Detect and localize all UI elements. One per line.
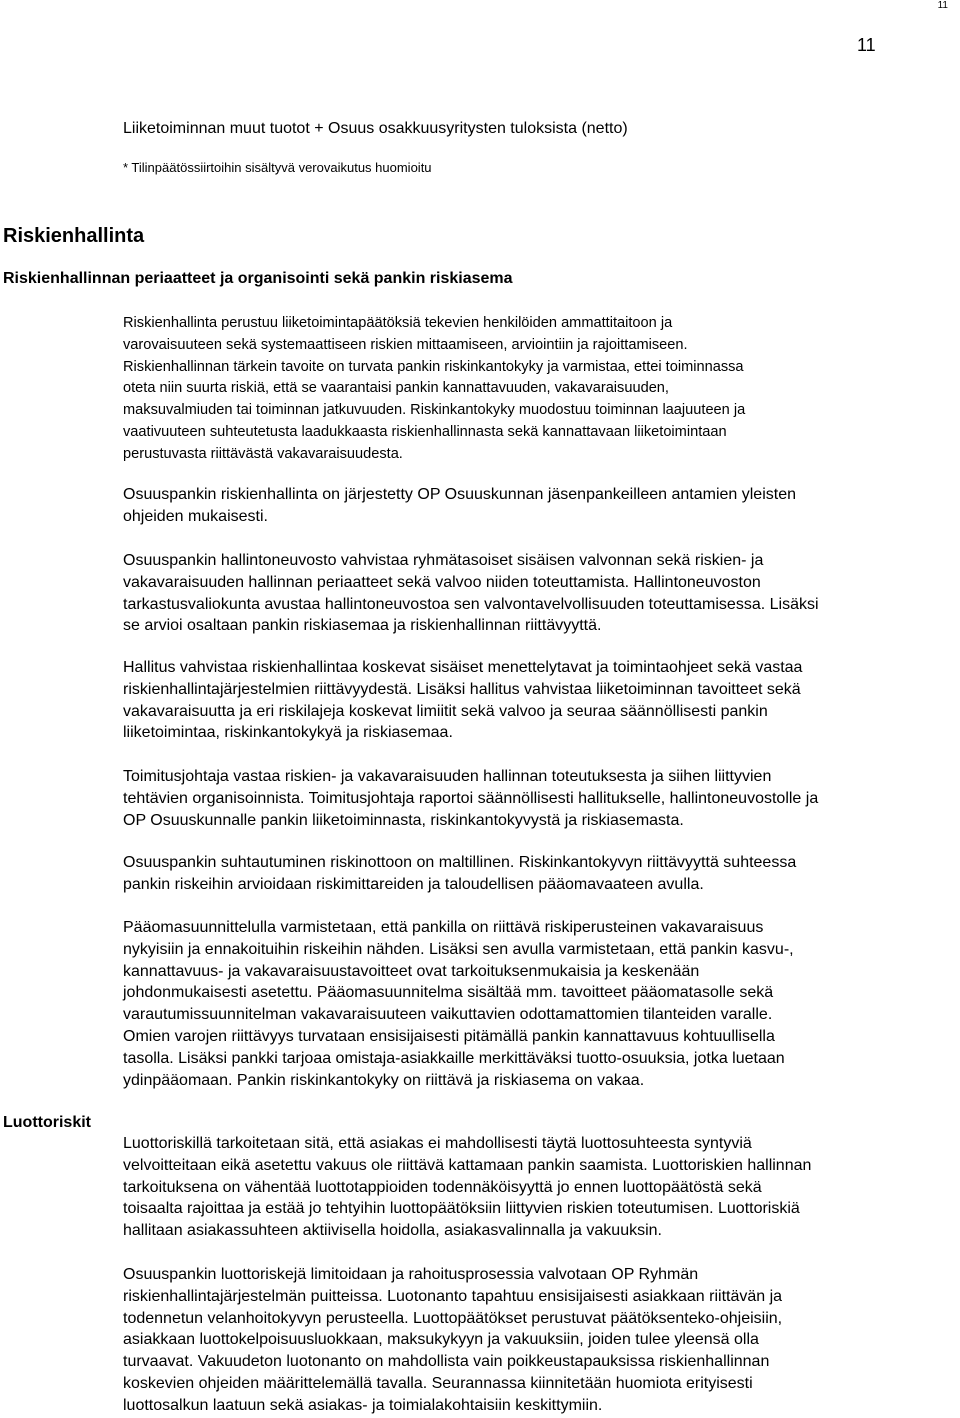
paragraph bbox=[123, 484, 796, 528]
corner-page-number: 11 bbox=[937, 0, 948, 11]
paragraph bbox=[123, 550, 819, 637]
paragraph-line: Omien varojen riittävyys turvataan ensisijaisesti pitämällä pankin kannattavuus kohtuullisella bbox=[123, 1027, 775, 1045]
paragraph bbox=[123, 1264, 782, 1417]
paragraph-line: Hallitus vahvistaa riskienhallintaa koskevat sisäiset menettelytavat ja toimintaohjeet sekä vastaa bbox=[123, 659, 803, 676]
paragraph-line: vakavaraisuuden hallinnan periaatteet sekä valvoo niiden toteuttamista. Hallintoneuvoston bbox=[123, 573, 761, 591]
paragraph bbox=[123, 766, 818, 831]
page-number: 11 bbox=[857, 35, 876, 55]
paragraph bbox=[123, 1133, 811, 1242]
paragraph-line: koskevien ohjeiden määrittelemällä tavalla. Seurannassa kiinnitetään huomiota erityisesti bbox=[123, 1374, 753, 1392]
paragraph-line: Osuuspankin hallintoneuvosto vahvistaa ryhmätasoiset sisäisen valvonnan sekä riskien- ja bbox=[123, 552, 764, 569]
paragraph-line: johdonmukaisesti asetettu. Pääomasuunnitelma sisältää mm. tavoitteet pääomatasolle sekä bbox=[123, 984, 774, 1002]
paragraph-line: oteta niin suurta riskiä, että se vaarantaisi pankin kannattavuuden, vakavaraisuuden, bbox=[123, 380, 669, 397]
paragraph-line: maksuvalmiuden tai toiminnan jatkuvuuden. Riskinkantokyky muodostuu toiminnan laajuuteen ja bbox=[123, 402, 746, 419]
paragraph-line: tehtävien organisoinnista. Toimitusjohtaja raportoi säännöllisesti hallitukselle, hallintoneuvostolle ja bbox=[123, 789, 819, 807]
paragraph-line: vaativuuteen suhteutetusta laadukkaasta riskienhallinnasta sekä kannattavaan liiketoimintaan bbox=[123, 423, 727, 440]
paragraph-line: asiakkaan luottokelpoisuusluokkaan, maksukykyyn ja vakuuksiin, joiden tulee yleensä olla bbox=[123, 1331, 759, 1349]
paragraph-line: Luottoriskillä tarkoitetaan sitä, että asiakas ei mahdollisesti täytä luottosuhteesta syntyviä bbox=[123, 1135, 752, 1152]
paragraph-line: perustuvasta riittävästä vakavaraisuudesta. bbox=[123, 445, 403, 462]
paragraph-line: luottosalkun laatuun sekä asiakas- ja toimialakohtaisiin keskittymiin. bbox=[123, 1396, 603, 1414]
paragraph-line: ohjeiden mukaisesti. bbox=[123, 507, 268, 525]
paragraph-line: OP Osuuskunnalle pankin liiketoiminnasta, riskinkantokyvystä ja riskiasemasta. bbox=[123, 811, 684, 829]
paragraph-line: tarkoituksena on vähentää luottotappioiden todennäköisyyttä jo ennen luottopäätöstä sekä bbox=[123, 1178, 762, 1196]
paragraph-line: nykyisiin ja ennakoituihin riskeihin nähden. Lisäksi sen avulla varmistetaan, että pankin kasvu-, bbox=[123, 940, 794, 958]
section-subheading: Riskienhallinnan periaatteet ja organisointi sekä pankin riskiasema bbox=[3, 270, 513, 287]
paragraph-line: varautumissuunnitelman vakavaraisuuteen vaikuttavien odottamattomien tilanteiden varalle. bbox=[123, 1006, 773, 1024]
credit-risk-heading: Luottoriskit bbox=[3, 1114, 91, 1131]
paragraph-line: Osuuspankin luottoriskejä limitoidaan ja rahoitusprosessia valvotaan OP Ryhmän bbox=[123, 1266, 699, 1283]
paragraph-line: ydinpääomaan. Pankin riskinkantokyky on riittävä ja riskiasema on vakaa. bbox=[123, 1071, 645, 1089]
paragraph bbox=[123, 917, 794, 1091]
intro-line: Liiketoiminnan muut tuotot + Osuus osakkuusyritysten tuloksista (netto) bbox=[123, 120, 628, 137]
paragraph-line: tasolla. Lisäksi pankki tarjoaa omistaja-asiakkaille merkittäväksi tuotto-osuuksia, jotka luetaan bbox=[123, 1049, 785, 1067]
paragraph-line: turvaavat. Vakuudeton luotonanto on mahdollista vain poikkeustapauksissa riskienhallinnan bbox=[123, 1353, 770, 1371]
paragraph-line: kannattavuus- ja vakavaraisuustavoitteet ovat tarkoituksenmukaisia ja keskenään bbox=[123, 962, 700, 980]
paragraph-line: pankin riskeihin arvioidaan riskimittareiden ja taloudellisen pääomavaateen avulla. bbox=[123, 875, 704, 893]
paragraph-line: toisaalta rajoittaa ja estää jo tehtyihin luottopäätöksiin liittyvien riskien toteutumisen. Luottoriskiä bbox=[123, 1200, 800, 1218]
paragraph-line: todennetun velanhoitokyvyn perusteella. Luottopäätökset perustuvat päätöksenteko-ohjeisiin, bbox=[123, 1309, 783, 1327]
paragraph-line: Riskienhallinnan tärkein tavoite on turvata pankin riskinkantokyky ja varmistaa, ettei toiminnassa bbox=[123, 358, 744, 375]
paragraph-line: Osuuspankin suhtautuminen riskinottoon on maltillinen. Riskinkantokyvyn riittävyyttä suhteessa bbox=[123, 854, 797, 871]
section-heading: Riskienhallinta bbox=[3, 225, 145, 247]
paragraph-line: varovaisuuteen sekä systemaattiseen riskien mittaamiseen, arviointiin ja rajoittamiseen. bbox=[123, 336, 688, 353]
paragraph-line: Riskienhallinta perustuu liiketoimintapäätöksiä tekevien henkilöiden ammattitaitoon ja bbox=[123, 315, 673, 331]
paragraph-line: se arvioi osaltaan pankin riskiasemaa ja riskienhallinnan riittävyyttä. bbox=[123, 617, 602, 635]
paragraph-line: Toimitusjohtaja vastaa riskien- ja vakavaraisuuden hallinnan toteutuksesta ja siihen liittyvien bbox=[123, 768, 772, 785]
paragraph-line: vakavaraisuutta ja eri riskilajeja koskevat limiitit sekä valvoo ja seuraa säännöllisesti pankin bbox=[123, 702, 768, 720]
paragraph-line: riskienhallintajärjestelmien riittävyydestä. Lisäksi hallitus vahvistaa liiketoiminnan tavoitteet sekä bbox=[123, 680, 801, 698]
paragraph-line: Osuuspankin riskienhallinta on järjestetty OP Osuuskunnan jäsenpankeilleen antamien yleisten bbox=[123, 486, 796, 503]
paragraph-line: velvoitteitaan eikä asetettu vakuus ole riittävä kattamaan pankin saamista. Luottoriskien hallinnan bbox=[123, 1156, 812, 1174]
footnote: * Tilinpäätössiirtoihin sisältyvä verovaikutus huomioitu bbox=[123, 160, 432, 175]
paragraph bbox=[123, 657, 802, 744]
paragraph-line: Pääomasuunnittelulla varmistetaan, että pankilla on riittävä riskiperusteinen vakavaraisuus bbox=[123, 919, 764, 936]
paragraph-line: riskienhallintajärjestelmän puitteissa. Luotonanto tapahtuu ensisijaisesti asiakkaan riittävän ja bbox=[123, 1287, 783, 1305]
paragraph bbox=[123, 313, 745, 466]
paragraph bbox=[123, 852, 796, 896]
paragraph-line: liiketoimintaa, riskinkantokykyä ja riskiasemaa. bbox=[123, 724, 453, 742]
paragraph-line: tarkastusvaliokunta avustaa hallintoneuvostoa sen valvontavelvollisuuden toteuttamisessa. Lisäksi bbox=[123, 595, 819, 613]
paragraph-line: hallitaan asiakassuhteen aktiivisella hoidolla, asiakasvalinnalla ja vakuuksin. bbox=[123, 1222, 662, 1240]
